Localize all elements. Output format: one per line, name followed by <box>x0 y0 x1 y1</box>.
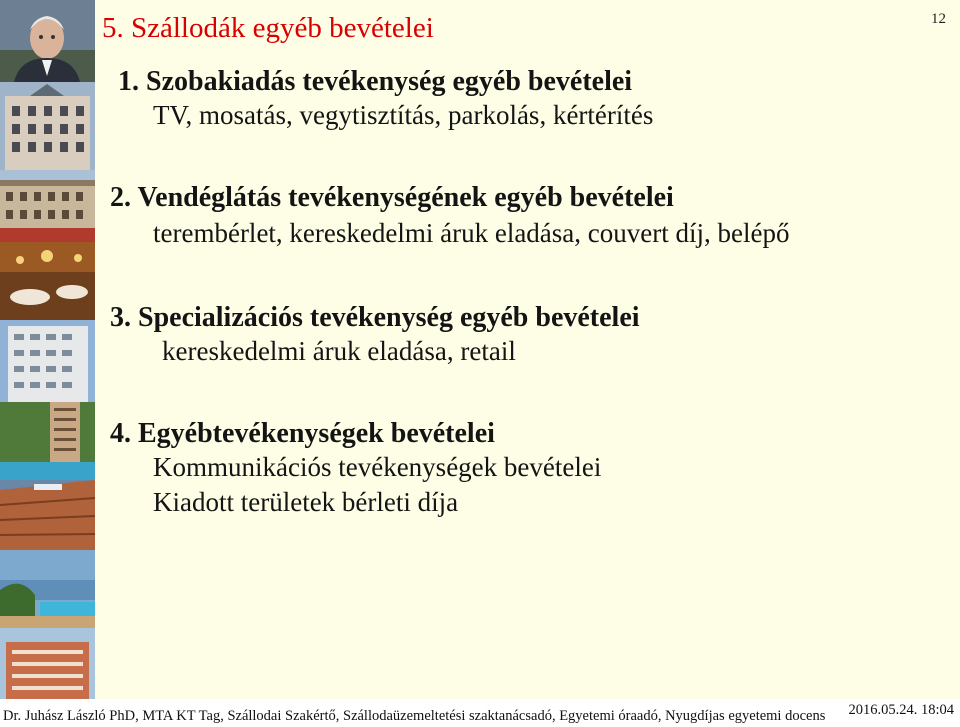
section-heading: 4. Egyébtevékenységek bevételei <box>110 418 495 449</box>
classic-hotel-photo <box>0 170 95 242</box>
slide-number: 12 <box>931 11 946 27</box>
section-2 <box>110 182 789 249</box>
section-heading: 2. Vendéglátás tevékenységének egyéb bevételei <box>110 182 674 213</box>
modern-hotel-photo <box>0 320 95 402</box>
footer-author: Dr. Juhász László PhD, MTA KT Tag, Szállodai Szakértő, Szállodaüzemeltetési szaktanácsadó, Egyetemi óraadó, Nyugdíjas egyetemi docens <box>3 708 826 724</box>
restaurant-interior-photo <box>0 242 95 320</box>
section-1 <box>110 66 653 131</box>
footer-datetime: 2016.05.24. 18:04 <box>848 702 954 718</box>
author-portrait-photo <box>0 0 95 82</box>
photo-strip <box>0 0 95 700</box>
novotel-photo <box>0 480 95 550</box>
section-line: Kiadott területek bérleti díja <box>153 487 459 517</box>
lakeside-resort-photo <box>0 550 95 628</box>
section-4 <box>110 418 601 518</box>
section-heading: 3. Specializációs tevékenység egyéb bevételei <box>110 302 640 333</box>
slide-title: 5. Szállodák egyéb bevételei <box>102 12 434 44</box>
footer <box>0 699 960 727</box>
grand-hotel-photo <box>0 82 95 170</box>
section-heading: 1. Szobakiadás tevékenység egyéb bevételei <box>118 66 633 97</box>
hotel-complex-photo <box>0 628 95 700</box>
section-line: kereskedelmi áruk eladása, retail <box>162 336 516 366</box>
section-3 <box>110 302 640 367</box>
section-line: TV, mosatás, vegytisztítás, parkolás, kértérítés <box>153 100 654 130</box>
section-line: terembérlet, kereskedelmi áruk eladása, couvert díj, belépő <box>153 218 790 248</box>
hotel-tower-pool-photo <box>0 402 95 480</box>
section-line: Kommunikációs tevékenységek bevételei <box>153 452 602 482</box>
